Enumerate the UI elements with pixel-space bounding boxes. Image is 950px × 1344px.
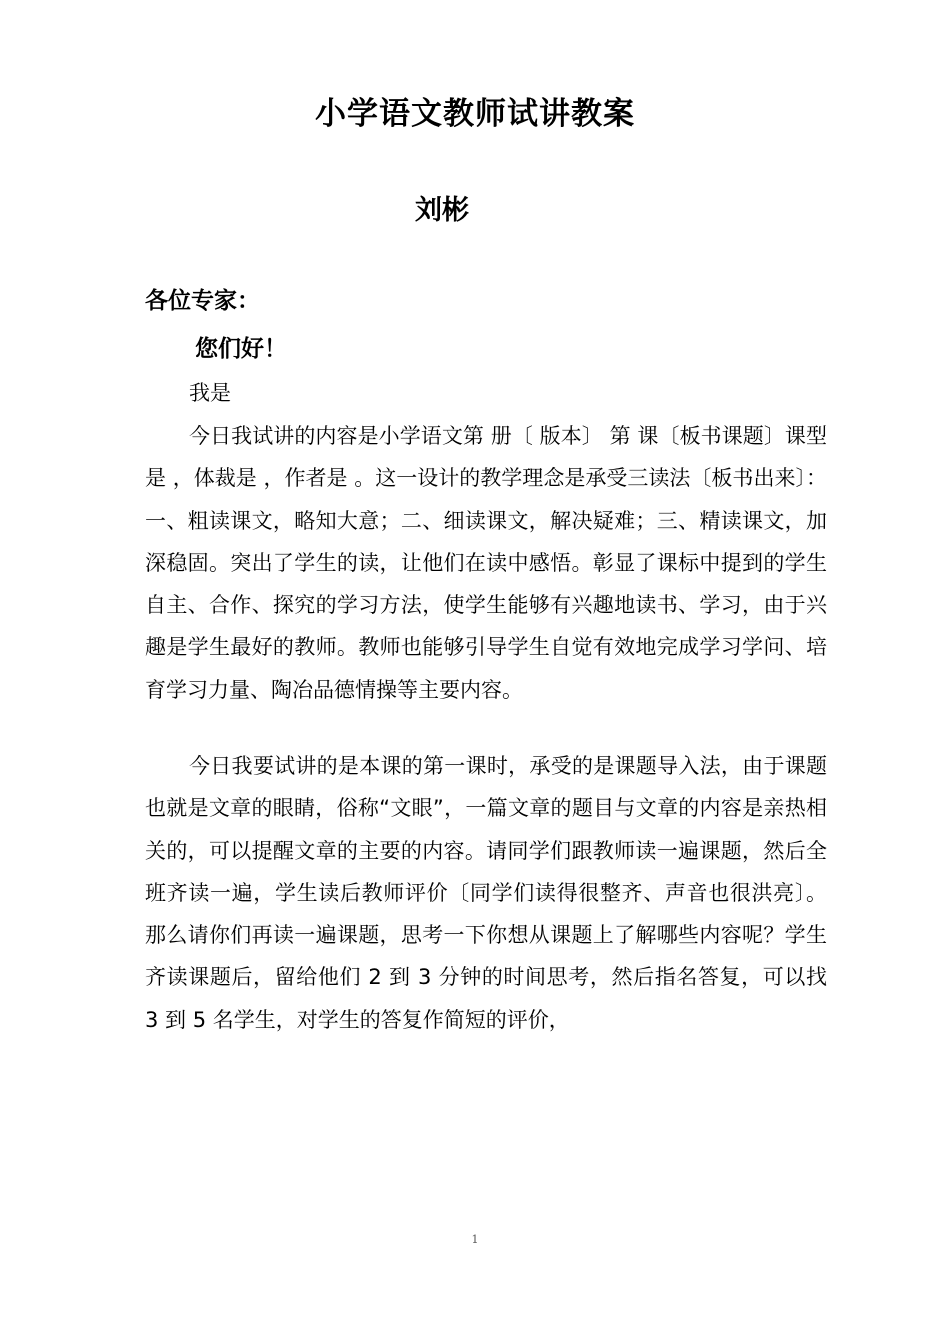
paragraph-lesson-concept: 今日我试讲的内容是小学语文第 册〔 版本〕 第 课〔板书课题〕课型是 ，体裁是 ，作者是 。这一设计的教学理念是承受三读法〔板书出来〕：一、粗读课文，略知大意；二、细读课文，解决疑难；三、精读课文，加深稳固。突出了学生的读，让他们在读中感悟。彰显了课标中提到的学生自主、合作、探究的学习方法，使学生能够有兴趣地读书、学习，由于兴趣是学生最好的教师。教师也能够引导学生自觉有效地完成学习学问、培育学习力量、陶冶品德情操等主要内容。: [145, 424, 827, 702]
paragraph-intro: 我是: [189, 381, 231, 405]
salutation: 各位专家：: [145, 288, 260, 314]
page-number: 1: [471, 1233, 479, 1246]
greeting: 您们好！: [195, 336, 287, 362]
author-name: 刘彬: [415, 195, 469, 226]
paragraph-first-period: 今日我要试讲的是本课的第一课时，承受的是课题导入法，由于课题也就是文章的眼睛，俗称“文眼”，一篇文章的题目与文章的内容是亲热相关的，可以提醒文章的主要的内容。请同学们跟教师读一遍课题，然后全班齐读一遍，学生读后教师评价〔同学们读得很整齐、声音也很洪亮〕。那么请你们再读一遍课题，思考一下你想从课题上了解哪些内容呢？学生齐读课题后，留给他们 2 到 3 分钟的时间思考，然后指名答复，可以找 3 到 5 名学生，对学生的答复作简短的评价，: [145, 754, 827, 1032]
document-title: 小学语文教师试讲教案: [315, 96, 635, 132]
